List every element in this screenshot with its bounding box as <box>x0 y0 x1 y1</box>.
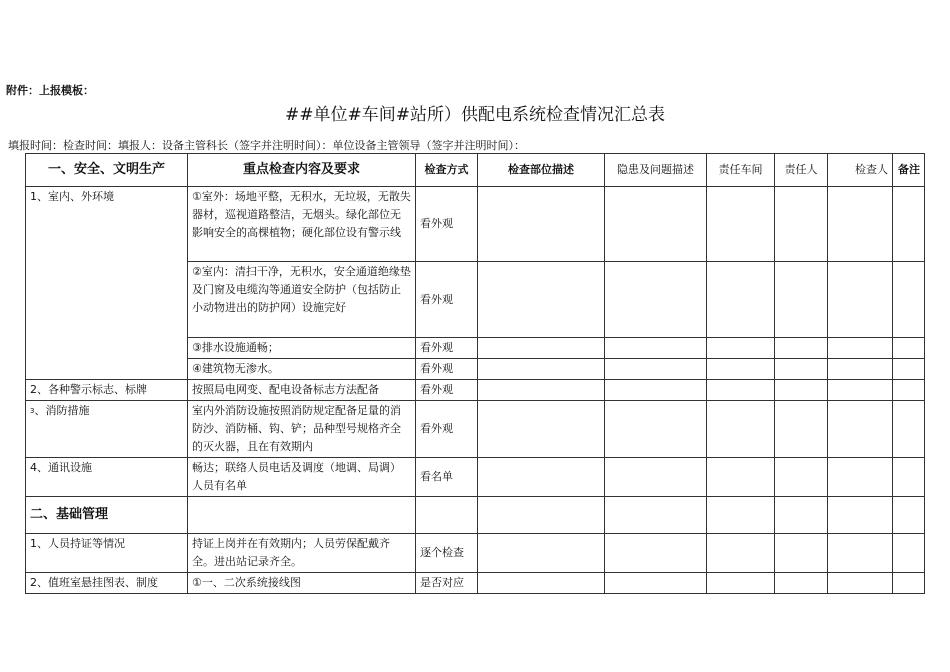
header-remarks: 备注 <box>893 154 925 187</box>
item-label: 、消防措施 <box>34 404 90 417</box>
method-cell: 看名单 <box>416 458 478 497</box>
method-cell: 看外观 <box>416 380 478 401</box>
item-cell <box>26 401 188 458</box>
header-method: 检查方式 <box>416 154 478 187</box>
item-cell: 1、人员持证等情况 <box>26 534 188 573</box>
report-info-line: 填报时间：检查时间：填报人：设备主管科长（签字并注明时间）：单位设备主管领导（签字并注明时间）： <box>8 139 525 152</box>
document-title: ##单位#车间#站所）供配电系统检查情况汇总表 <box>285 105 665 125</box>
item-cell: 2、值班室悬挂图表、制度 <box>26 573 188 594</box>
content-cell: 室内外消防设施按照消防规定配备足量的消防沙、消防桶、钩、铲；品种型号规格齐全的灭火器，且在有效期内 <box>188 401 416 458</box>
content-cell: ②室内：清扫干净，无积水，安全通道绝缘垫及门窗及电缆沟等通道安全防护（包括防止小动物进出的防护网）设施完好 <box>188 262 416 338</box>
item-cell: 4、通讯设施 <box>26 458 188 497</box>
content-cell: 持证上岗并在有效期内；人员劳保配戴齐全。进出站记录齐全。 <box>188 534 416 573</box>
method-cell: 看外观 <box>416 401 478 458</box>
item-cell: 2、各种警示标志、标牌 <box>26 380 188 401</box>
table-row <box>26 573 925 594</box>
content-cell: ①一、二次系统接线图 <box>188 573 416 594</box>
item-cell: 1、室内、外环境 <box>26 187 188 380</box>
header-content: 重点检查内容及要求 <box>188 154 416 187</box>
header-location: 检查部位描述 <box>478 154 605 187</box>
content-cell: 畅达；联络人员电话及调度（地调、局调）人员有名单 <box>188 458 416 497</box>
table-row <box>26 458 925 497</box>
attachment-label: 附件：上报模板： <box>6 84 94 97</box>
method-cell: 看外观 <box>416 187 478 262</box>
table-row <box>26 401 925 458</box>
content-cell: 按照局电网变、配电设备标志方法配备 <box>188 380 416 401</box>
method-cell: 看外观 <box>416 359 478 380</box>
table-header-row <box>26 154 925 187</box>
table-row <box>26 380 925 401</box>
header-inspector: 检查人 <box>828 154 893 187</box>
method-cell: 看外观 <box>416 262 478 338</box>
table-row <box>26 187 925 262</box>
header-category: 一、安全、文明生产 <box>26 154 188 187</box>
inspection-table <box>25 153 925 594</box>
section-row <box>26 497 925 534</box>
item-number: 3 <box>30 407 35 415</box>
section-heading: 二、基础管理 <box>26 497 188 534</box>
content-cell: ③排水设施通畅； <box>188 338 416 359</box>
header-workshop: 责任车间 <box>707 154 775 187</box>
content-cell: ①室外：场地平整，无积水，无垃圾，无散失器材，巡视道路整洁，无烟头。绿化部位无影响安全的高棵植物；硬化部位设有警示线 <box>188 187 416 262</box>
method-cell: 是否对应 <box>416 573 478 594</box>
header-hazard: 隐患及问题描述 <box>605 154 707 187</box>
header-person: 责任人 <box>775 154 828 187</box>
method-cell: 看外观 <box>416 338 478 359</box>
method-cell: 逐个检查 <box>416 534 478 573</box>
table-row <box>26 534 925 573</box>
content-cell: ④建筑物无渗水。 <box>188 359 416 380</box>
